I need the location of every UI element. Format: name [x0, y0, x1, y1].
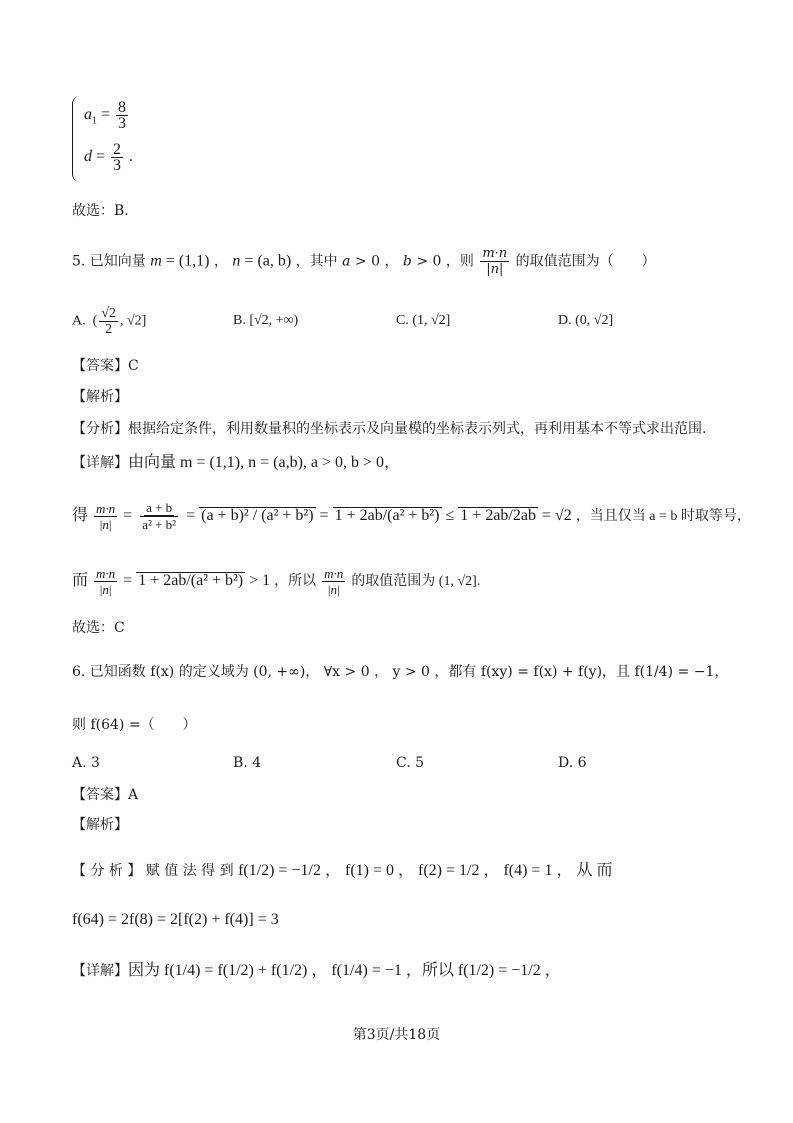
q5-jiexi-heading: 【解析】 [72, 389, 128, 405]
q6-stem-2: 则 f(64) =（ ） [72, 717, 197, 733]
system-line-2: d = $\frac{2}{3}$ . [84, 141, 134, 174]
q6-option-a: A. 3 [72, 755, 100, 771]
q6-option-c: C. 5 [396, 755, 425, 771]
q6-answer: 【答案】A [72, 787, 139, 803]
q5-range-line: 而 $\frac{m\cdot n}{|n|}$ = 1 + 2ab/(a² + b²) > 1 ，所以 $\frac{m\cdot n}{|n|}$ 的取值范围为 (1, √2]. [72, 566, 481, 597]
q6-jiexi-heading: 【解析】 [72, 817, 128, 833]
q5-option-a: A. ( $\frac{√2}{2}$ , √2] [72, 306, 147, 337]
q6-option-d: D. 6 [558, 755, 587, 771]
page-footer: 第3页/共18页 [352, 1027, 441, 1043]
q6-xiangjie: 【详解】因为 f(1/4) = f(1/2) + f(1/2) ， f(1/4) = −1 ，所以 f(1/2) = −1/2 ， [72, 962, 561, 979]
system-line-1: $a_1$ = $\frac{8}{3}$ [84, 99, 127, 132]
q5-option-d: D. (0, √2] [558, 313, 614, 328]
q5-guxuan: 故选：C [72, 620, 125, 636]
q6-option-b: B. 4 [233, 755, 262, 771]
q4-answer-line: 故选：B． [72, 203, 139, 219]
q6-fenxi-line-2: f(64) = 2f(8) = 2[f(2) + f(4)] = 3 [72, 911, 279, 928]
q5-xiangjie: 【详解】由向量 m = (1,1), n = (a,b), a > 0, b > 0， [72, 454, 401, 471]
left-brace [72, 96, 83, 182]
q5-answer: 【答案】C [72, 358, 139, 374]
q5-stem: 5. 已知向量 m = (1,1) ， n = (a, b) ，其中 a > 0 ， b > 0 ，则 $\frac{m\cdot n}{|n|}$ 的取值范围为（ ） [72, 246, 656, 277]
q5-fenxi: 【分析】根据给定条件，利用数量积的坐标表示及向量模的坐标表示列式，再利用基本不等式求出范围. [72, 421, 707, 437]
q5-option-b: B. [√2, +∞) [233, 313, 299, 328]
q5-option-c: C. (1, √2] [396, 313, 451, 328]
q6-fenxi: 【 分 析 】 赋 值 法 得 到 f(1/2) = −1/2 ， f(1) = 0 ， f(2) = 1/2 ， f(4) = 1 ， 从 而 [72, 862, 613, 879]
q6-stem: 6. 已知函数 f(x) 的定义域为 (0, +∞)， ∀x > 0 ， y > 0 ，都有 f(xy) = f(x) + f(y)，且 f(1/4) = −1， [72, 664, 729, 680]
q5-derivation-line: 得 $\frac{m\cdot n}{|n|}$ = $\frac{a + b}{\text{a² + b²}}$ = (a + b)² / (a² + b²) = 1 + 2ab/(a² + b²) ≤ 1 + 2ab/2ab = √2 ，当且仅当 a = b 时取等号， [72, 500, 751, 532]
